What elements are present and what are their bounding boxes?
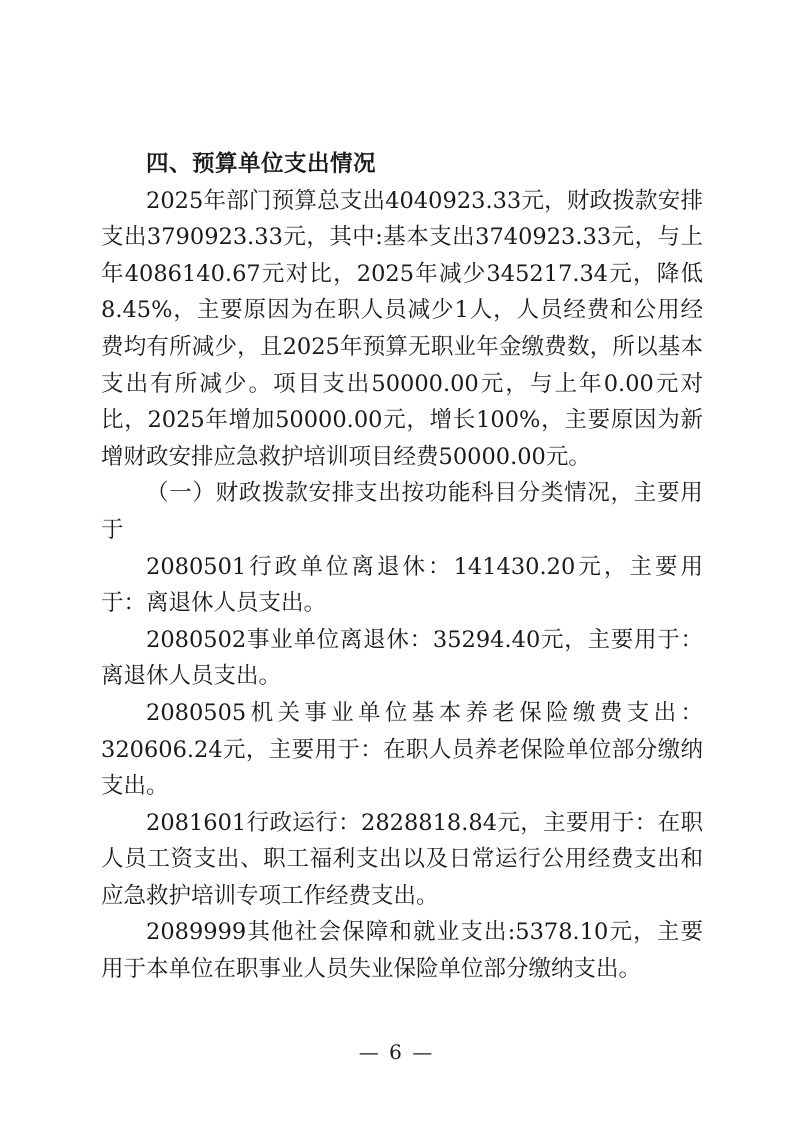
expense-item-2080505: 2080505机关事业单位基本养老保险缴费支出：320606.24元，主要用于：在职人员养老保险单位部分缴纳支出。 (101, 699, 703, 800)
intro-paragraph: 2025年部门预算总支出4040923.33元，财政拨款安排支出3790923.33元，其中:基本支出3740923.33元，与上年4086140.67元对比，2025年减少345217.34元，降低8.45%，主要原因为在职人员减少1人，人员经费和公用经费均有所减少，且2025年预算无职业年金缴费数，所以基本支出有所减少。项目支出50000.00元，与上年0.00元对比，2025年增加50000.00元，增长100%，主要原因为新增财政安排应急救护培训项目经费50000.00元。 (101, 187, 703, 470)
section-heading: 四、预算单位支出情况 (146, 151, 377, 177)
expense-item-2080502: 2080502事业单位离退休：35294.40元，主要用于：离退休人员支出。 (101, 626, 703, 690)
subsection-heading: （一）财政拨款安排支出按功能科目分类情况，主要用于 (101, 480, 703, 543)
expense-item-2080501: 2080501行政单位离退休：141430.20元，主要用于：离退休人员支出。 (101, 553, 703, 617)
expense-item-2081601: 2081601行政运行：2828818.84元，主要用于：在职人员工资支出、职工福利支出以及日常运行公用经费支出和应急救护培训专项工作经费支出。 (101, 809, 703, 909)
document-body (101, 146, 703, 988)
page-number: — 6 — (358, 1040, 435, 1064)
expense-item-2089999: 2089999其他社会保障和就业支出:5378.10元，主要用于本单位在职事业人员失业保险单位部分缴纳支出。 (101, 919, 703, 983)
